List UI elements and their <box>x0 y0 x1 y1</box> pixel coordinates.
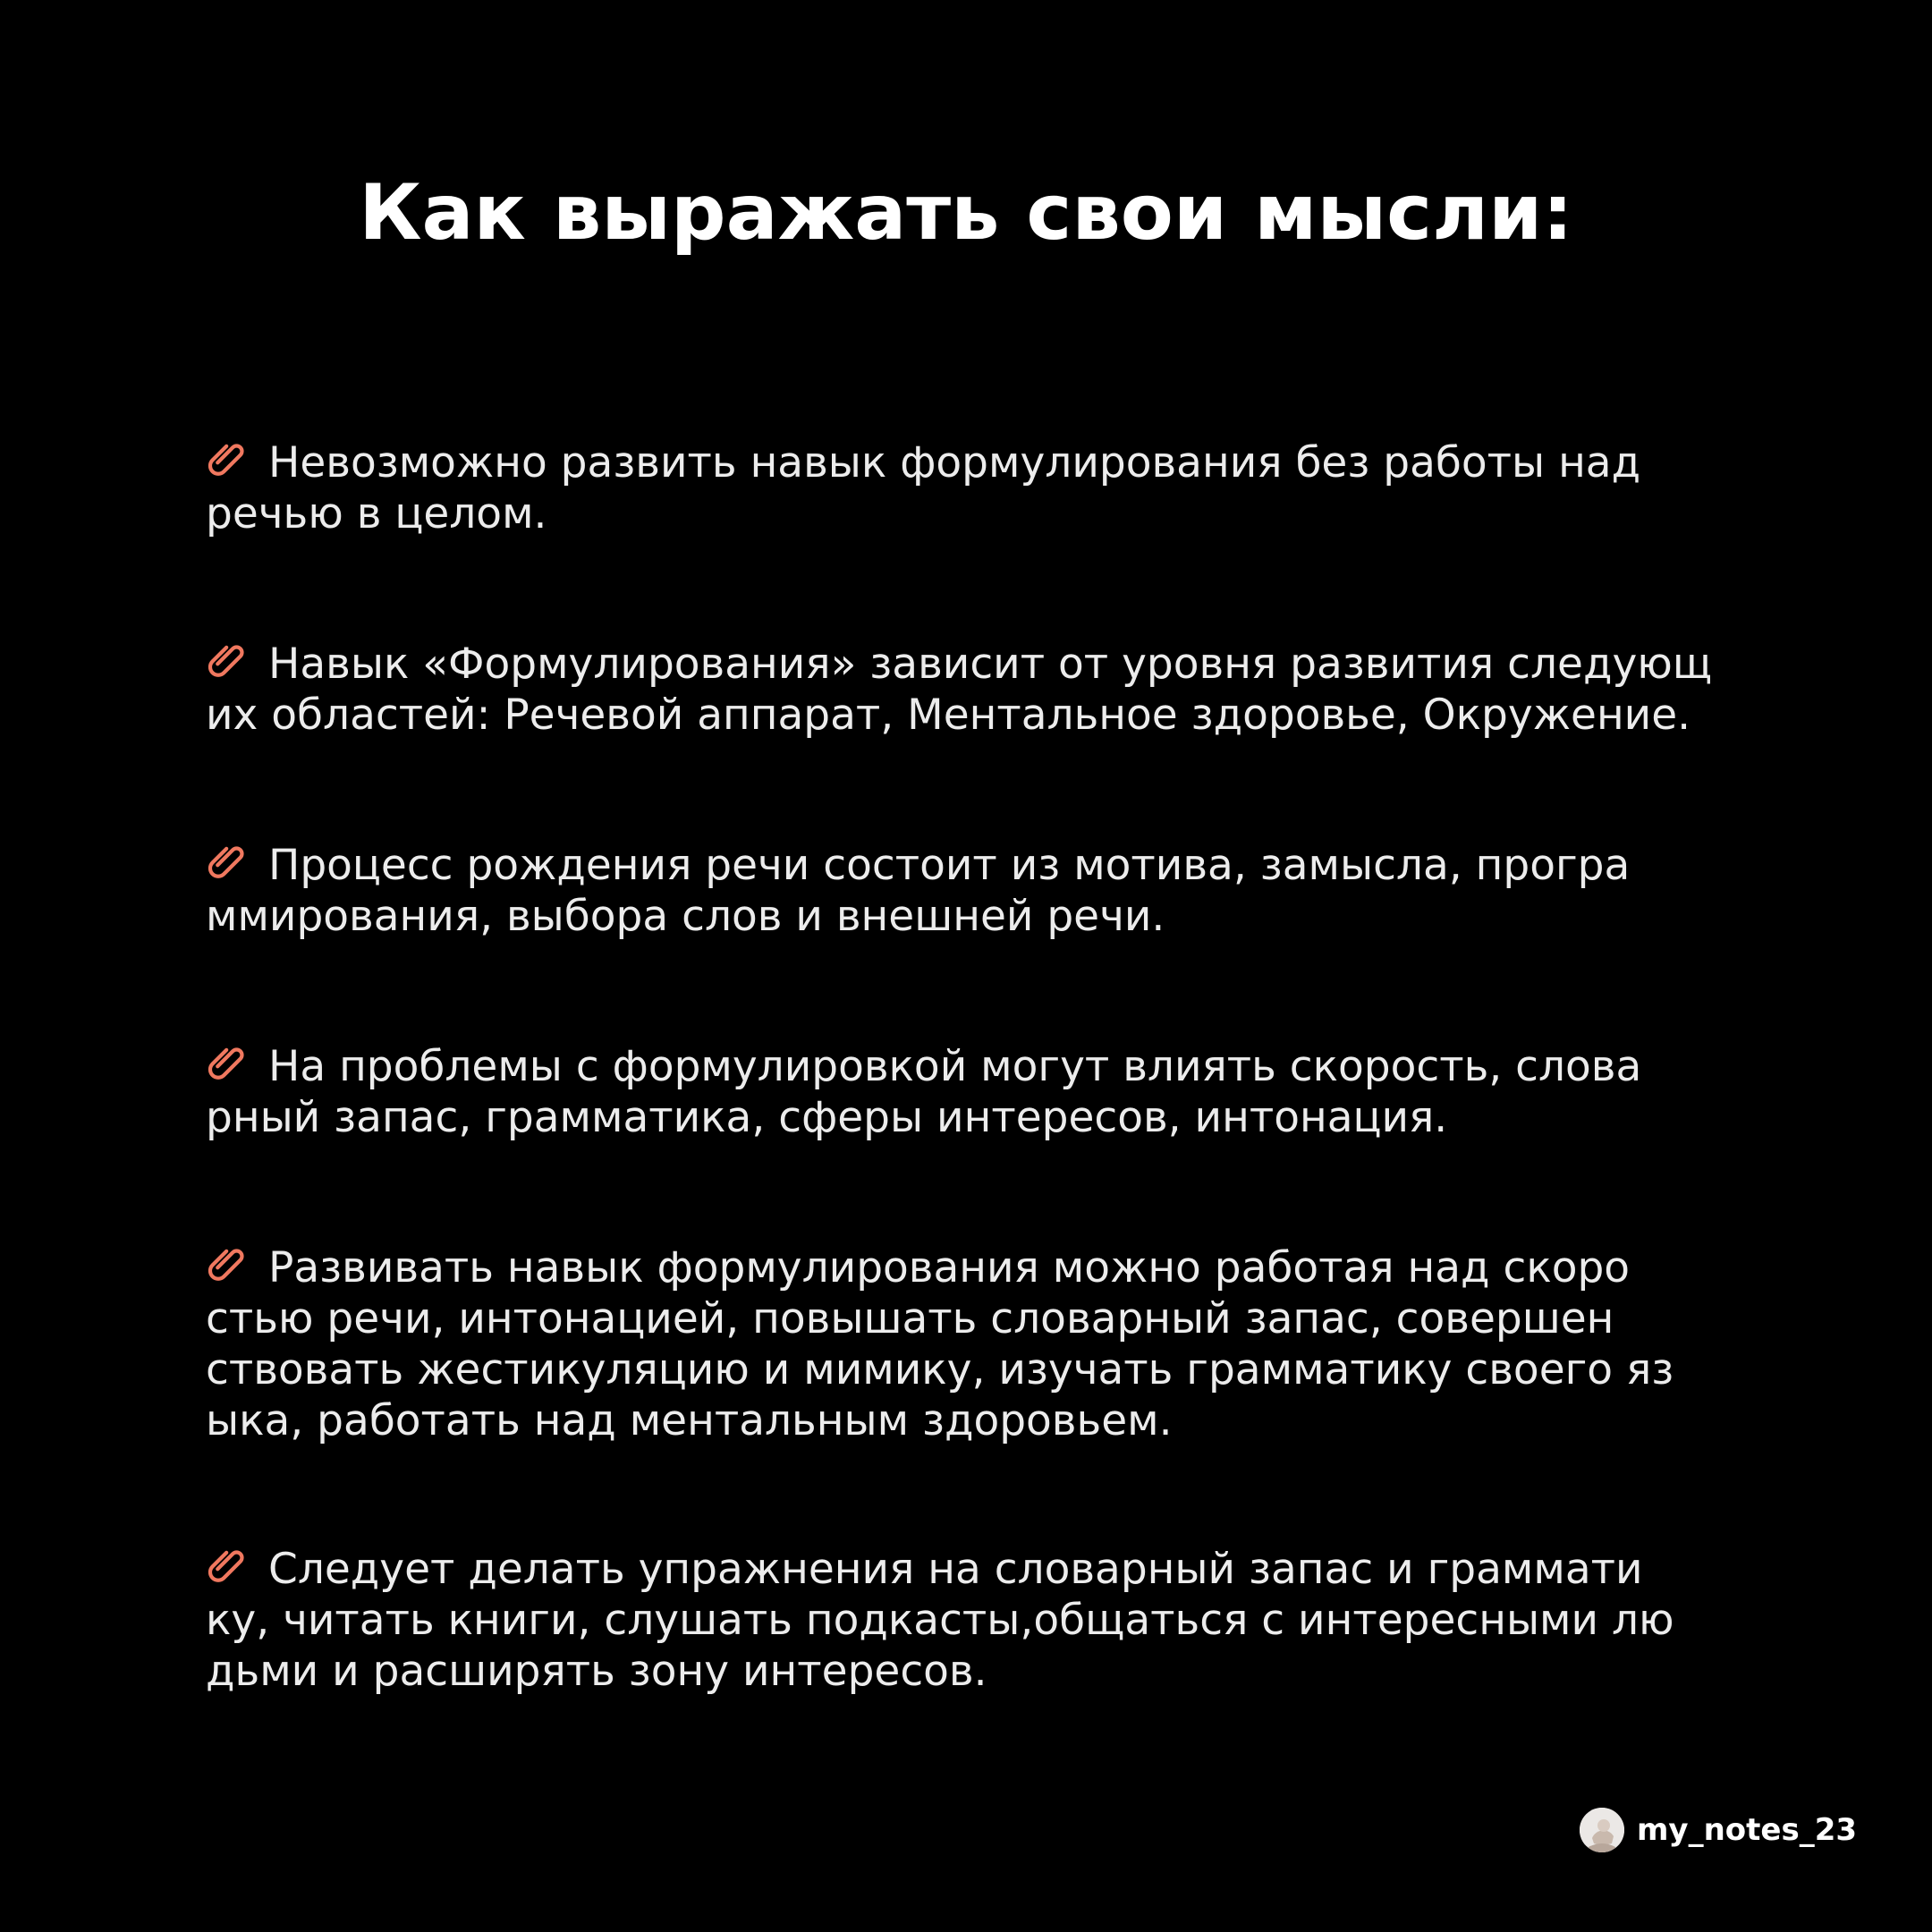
list-item <box>206 586 1780 741</box>
author-credit[interactable] <box>1580 1803 1857 1857</box>
list-item-text: Процесс рождения речи состоит из мотива, замысла, програ ммирования, выбора слов и внешней речи. <box>206 841 1631 941</box>
paperclip-icon <box>206 1039 252 1086</box>
paperclip-icon <box>206 637 252 683</box>
paperclip-icon <box>206 1241 252 1287</box>
author-handle[interactable]: my_notes_23 <box>1637 1812 1858 1848</box>
paperclip-icon <box>206 1542 252 1589</box>
page-title: Как выражать свои мысли: <box>359 168 1573 258</box>
paperclip-icon <box>206 838 252 885</box>
list-item-text: На проблемы с формулировкой могут влиять скорость, слова рный запас, грамматика, сферы интересов, интонация. <box>206 1042 1642 1142</box>
list-item <box>206 385 1780 539</box>
list-item-text: Следует делать упражнения на словарный запас и граммати ку, читать книги, слушать подкасты,общаться с интересными лю дьми и расширять зону интересов. <box>206 1545 1674 1696</box>
list-item-text: Навык «Формулирования» зависит от уровня развития следующ их областей: Речевой аппарат, Ментальное здоровье, Окружение. <box>206 640 1713 740</box>
list-item <box>206 1190 1780 1446</box>
list-item <box>206 988 1780 1143</box>
list-item <box>206 1491 1780 1697</box>
paperclip-icon <box>206 436 252 482</box>
list-item-text: Развивать навык формулирования можно работая над скоро стью речи, интонацией, повышать словарный запас, совершен ствовать жестикуляцию и мимику, изучать грамматику своего яз ыка, работать над ментальным здоровьем. <box>206 1243 1674 1445</box>
list-item-text: Невозможно развить навык формулирования без работы над речью в целом. <box>206 438 1641 538</box>
list-item <box>206 787 1780 942</box>
avatar-icon[interactable] <box>1580 1808 1624 1852</box>
